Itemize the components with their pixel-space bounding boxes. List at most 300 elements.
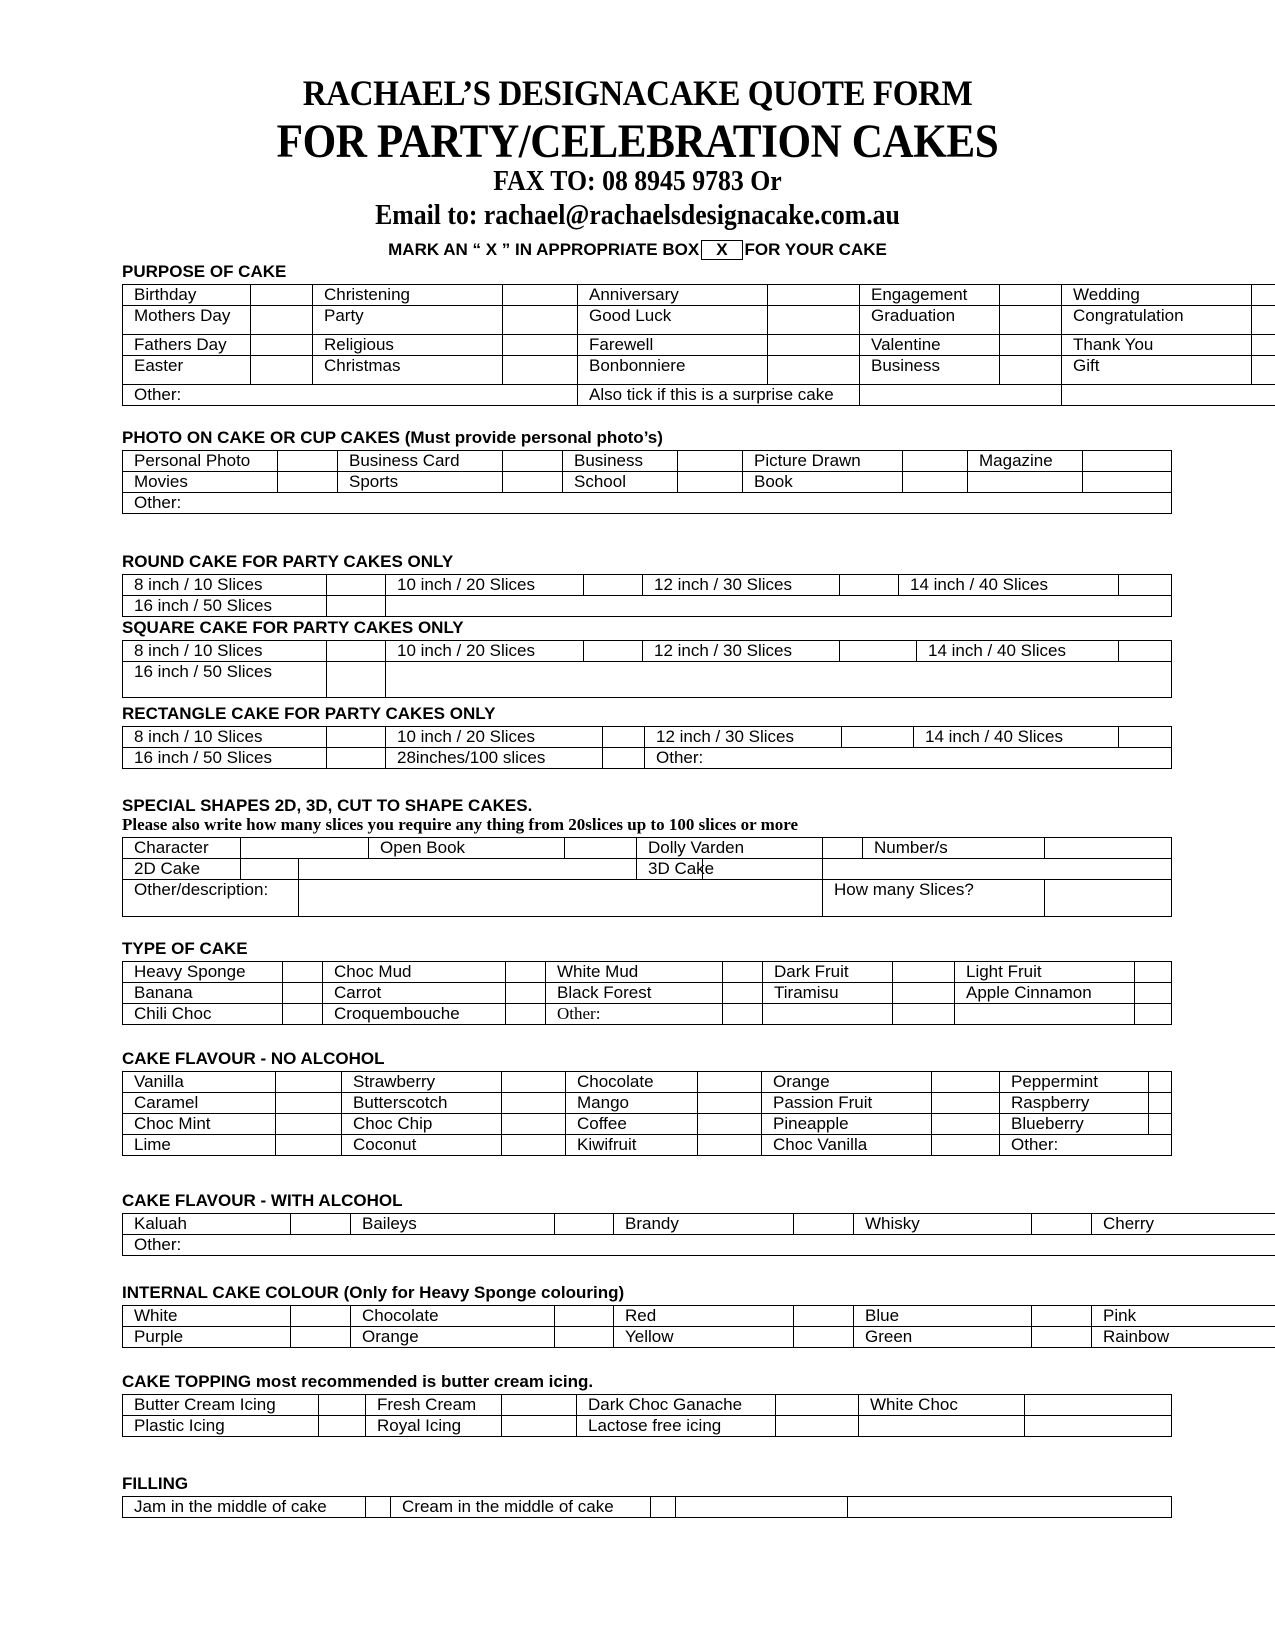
purpose-other-row	[123, 385, 1275, 406]
checkbox-square-14in[interactable]	[1119, 641, 1172, 662]
flavour-no-alcohol-table	[122, 1071, 1172, 1156]
checkbox-valentine[interactable]	[1000, 335, 1062, 356]
flavour-other-field[interactable]: Other:	[1000, 1135, 1172, 1156]
rectangle-row	[123, 748, 1172, 769]
checkbox-round-16in[interactable]	[327, 596, 386, 617]
checkbox-rect-12in[interactable]	[842, 727, 914, 748]
option-label: Caramel	[123, 1093, 276, 1114]
checkbox-dark-fruit[interactable]	[893, 962, 955, 983]
checkbox-wedding[interactable]	[1252, 285, 1275, 306]
special-table	[122, 837, 1172, 917]
checkbox-mango[interactable]	[698, 1093, 762, 1114]
option-label: Heavy Sponge	[123, 962, 283, 983]
option-label: Bonbonniere	[578, 356, 768, 385]
topping-row	[123, 1416, 1172, 1437]
option-label: 3D Cake	[637, 859, 703, 880]
round-row	[123, 575, 1172, 596]
option-label: White	[123, 1306, 291, 1327]
square-row	[123, 662, 1172, 698]
option-label: Cream in the middle of cake	[391, 1497, 651, 1518]
checkbox-party[interactable]	[503, 306, 578, 335]
option-label: Lactose free icing	[577, 1416, 776, 1437]
blank-cell	[386, 662, 1172, 698]
flavour-alcohol-heading: CAKE FLAVOUR - WITH ALCOHOL	[122, 1191, 403, 1210]
option-label: Valentine	[860, 335, 1000, 356]
option-label: Kaluah	[123, 1214, 291, 1235]
checkbox-round-8in[interactable]	[327, 575, 386, 596]
checkbox-religious[interactable]	[503, 335, 578, 356]
option-label: Choc Mud	[323, 962, 506, 983]
option-label: Raspberry	[1000, 1093, 1149, 1114]
colour-table	[122, 1305, 1275, 1348]
instruction-before: MARK AN “ X ” IN APPROPRIATE BOX	[388, 240, 700, 259]
option-label: Black Forest	[546, 983, 723, 1004]
checkbox-choc-mud[interactable]	[506, 962, 546, 983]
checkbox-butterscotch[interactable]	[502, 1093, 566, 1114]
checkbox-anniversary[interactable]	[768, 285, 860, 306]
checkbox-choc-chip[interactable]	[502, 1114, 566, 1135]
option-label: Fathers Day	[123, 335, 251, 356]
special-heading: SPECIAL SHAPES 2D, 3D, CUT TO SHAPE CAKES.	[122, 796, 533, 815]
checkbox-round-12in[interactable]	[840, 575, 899, 596]
option-label: Magazine	[968, 451, 1083, 472]
checkbox-book[interactable]	[903, 472, 968, 493]
option-label: Orange	[351, 1327, 555, 1348]
checkbox-raspberry[interactable]	[1149, 1093, 1172, 1114]
checkbox-white-mud[interactable]	[723, 962, 763, 983]
option-label: 10 inch / 20 Slices	[386, 575, 584, 596]
option-label: 12 inch / 30 Slices	[643, 641, 840, 662]
option-label: Congratulation	[1062, 306, 1252, 335]
form-title: RACHAEL’S DESIGNACAKE QUOTE FORM	[302, 73, 973, 113]
checkbox-type-other[interactable]	[723, 1004, 763, 1025]
topping-heading: CAKE TOPPING most recommended is butter cream icing.	[122, 1372, 594, 1391]
option-label: 14 inch / 40 Slices	[914, 727, 1119, 748]
round-table	[122, 574, 1172, 617]
option-label: Royal Icing	[366, 1416, 502, 1437]
purpose-row	[123, 356, 1275, 385]
photo-row	[123, 472, 1172, 493]
option-label: Fresh Cream	[366, 1395, 502, 1416]
option-label: 10 inch / 20 Slices	[386, 641, 584, 662]
checkbox-plastic-icing[interactable]	[319, 1416, 366, 1437]
checkbox-bonbonniere[interactable]	[768, 356, 860, 385]
checkbox-baileys[interactable]	[555, 1214, 614, 1235]
filling-heading: FILLING	[122, 1474, 189, 1493]
option-label: Gift	[1062, 356, 1252, 385]
checkbox-graduation[interactable]	[1000, 306, 1062, 335]
rect-other-field[interactable]: Other:	[645, 748, 1172, 769]
checkbox-brandy[interactable]	[794, 1214, 854, 1235]
option-label: 28inches/100 slices	[386, 748, 603, 769]
checkbox-choc-vanilla[interactable]	[932, 1135, 1000, 1156]
option-label: Blue	[854, 1306, 1032, 1327]
checkbox-light-fruit[interactable]	[1135, 962, 1172, 983]
filling-blank-field[interactable]	[848, 1497, 1172, 1518]
checkbox-banana[interactable]	[283, 983, 323, 1004]
checkbox-peppermint[interactable]	[1149, 1072, 1172, 1093]
option-label: Book	[743, 472, 903, 493]
checkbox-black-forest[interactable]	[723, 983, 763, 1004]
checkbox-chili-choc[interactable]	[283, 1004, 323, 1025]
alcohol-row	[123, 1214, 1275, 1235]
blank-box[interactable]	[1025, 1416, 1172, 1437]
flavour-row	[123, 1093, 1172, 1114]
checkbox-sports[interactable]	[503, 472, 563, 493]
checkbox-apple-cinnamon[interactable]	[1135, 983, 1172, 1004]
checkbox-carrot[interactable]	[506, 983, 546, 1004]
rectangle-row	[123, 727, 1172, 748]
option-label: Rainbow	[1092, 1327, 1275, 1348]
special-row	[123, 880, 1172, 917]
blank-cell	[763, 1004, 893, 1025]
checkbox-photo-business[interactable]	[678, 451, 743, 472]
checkbox-fathers-day[interactable]	[251, 335, 313, 356]
checkbox-school[interactable]	[678, 472, 743, 493]
blank-cell	[859, 1416, 1025, 1437]
option-label: 12 inch / 30 Slices	[643, 575, 840, 596]
option-label: Apple Cinnamon	[955, 983, 1135, 1004]
checkbox-good-luck[interactable]	[768, 306, 860, 335]
checkbox-open-book[interactable]	[565, 838, 637, 859]
mark-instruction	[0, 240, 1275, 260]
checkbox-choc-mint[interactable]	[276, 1114, 342, 1135]
option-label: Plastic Icing	[123, 1416, 319, 1437]
option-label: Business	[563, 451, 678, 472]
option-label: Chili Choc	[123, 1004, 283, 1025]
option-label: Dolly Varden	[637, 838, 823, 859]
option-label: 16 inch / 50 Slices	[123, 748, 327, 769]
checkbox-pineapple[interactable]	[932, 1114, 1000, 1135]
checkbox-jam-filling[interactable]	[366, 1497, 391, 1518]
checkbox-colour-chocolate[interactable]	[555, 1306, 614, 1327]
checkbox-mothers-day[interactable]	[251, 306, 313, 335]
checkbox-dolly-varden[interactable]	[823, 838, 863, 859]
option-label: Dark Choc Ganache	[577, 1395, 776, 1416]
checkbox-tiramisu[interactable]	[893, 983, 955, 1004]
topping-table	[122, 1394, 1172, 1437]
round-heading: ROUND CAKE FOR PARTY CAKES ONLY	[122, 552, 454, 571]
checkbox-round-14in[interactable]	[1119, 575, 1172, 596]
checkbox-coconut[interactable]	[502, 1135, 566, 1156]
special-row	[123, 859, 1172, 880]
checkbox-colour-orange[interactable]	[555, 1327, 614, 1348]
option-label: Movies	[123, 472, 278, 493]
option-label: Business Card	[338, 451, 503, 472]
checkbox-cream-filling[interactable]	[651, 1497, 676, 1518]
option-label: Choc Chip	[342, 1114, 502, 1135]
option-label: Whisky	[854, 1214, 1032, 1235]
other-description-label: Other/description:	[123, 880, 299, 917]
option-label: Red	[614, 1306, 794, 1327]
email-line: Email to: rachael@rachaelsdesignacake.com.au	[375, 200, 900, 231]
round-row	[123, 596, 1172, 617]
flavour-row	[123, 1072, 1172, 1093]
option-label: Banana	[123, 983, 283, 1004]
filling-row	[123, 1497, 1172, 1518]
checkbox-caramel[interactable]	[276, 1093, 342, 1114]
alcohol-other-row	[123, 1235, 1275, 1256]
checkbox-dark-choc-ganache[interactable]	[776, 1395, 859, 1416]
type-other-field[interactable]: Other:	[546, 1004, 723, 1025]
flavour-row	[123, 1135, 1172, 1156]
option-label: White Choc	[859, 1395, 1025, 1416]
option-label: Party	[313, 306, 503, 335]
checkbox-yellow[interactable]	[794, 1327, 854, 1348]
blank-box[interactable]	[893, 1004, 955, 1025]
blank-cell	[1062, 385, 1275, 406]
checkbox-green[interactable]	[1032, 1327, 1092, 1348]
checkbox-croquembouche[interactable]	[506, 1004, 546, 1025]
photo-row	[123, 451, 1172, 472]
option-label: Chocolate	[566, 1072, 698, 1093]
checkbox-birthday[interactable]	[251, 285, 313, 306]
checkbox-congratulation[interactable]	[1252, 306, 1275, 335]
example-mark-box: X	[701, 240, 742, 260]
checkbox-2d-cake[interactable]	[241, 859, 299, 880]
photo-other-row	[123, 493, 1172, 514]
photo-table	[122, 450, 1172, 514]
photo-heading: PHOTO ON CAKE OR CUP CAKES (Must provide personal photo’s)	[122, 428, 663, 447]
option-label: Passion Fruit	[762, 1093, 932, 1114]
checkbox-business-card[interactable]	[503, 451, 563, 472]
colour-row	[123, 1327, 1275, 1348]
type-row	[123, 1004, 1172, 1025]
option-label: Christening	[313, 285, 503, 306]
option-label: Religious	[313, 335, 503, 356]
checkbox-rect-8in[interactable]	[327, 727, 386, 748]
checkbox-white-choc[interactable]	[1025, 1395, 1172, 1416]
option-label: Graduation	[860, 306, 1000, 335]
checkbox-christmas[interactable]	[503, 356, 578, 385]
option-label: Chocolate	[351, 1306, 555, 1327]
checkbox-rect-28in[interactable]	[603, 748, 645, 769]
checkbox-surprise[interactable]	[860, 385, 1062, 406]
filling-table	[122, 1496, 1172, 1518]
checkbox-movies[interactable]	[278, 472, 338, 493]
option-label: 8 inch / 10 Slices	[123, 575, 327, 596]
option-label: Sports	[338, 472, 503, 493]
special-row	[123, 838, 1172, 859]
2d-cake-detail-field[interactable]	[299, 859, 637, 880]
rectangle-table	[122, 726, 1172, 769]
instruction-after: FOR YOUR CAKE	[744, 240, 887, 259]
option-label: Dark Fruit	[763, 962, 893, 983]
option-label: Orange	[762, 1072, 932, 1093]
checkbox-lime[interactable]	[276, 1135, 342, 1156]
checkbox-rect-14in[interactable]	[1119, 727, 1172, 748]
3d-cake-detail-field[interactable]	[823, 859, 1172, 880]
option-label: Character	[123, 838, 241, 859]
checkbox-rect-10in[interactable]	[603, 727, 645, 748]
option-label: Open Book	[369, 838, 565, 859]
checkbox-character[interactable]	[241, 838, 369, 859]
checkbox-vanilla[interactable]	[276, 1072, 342, 1093]
topping-row	[123, 1395, 1172, 1416]
checkbox-strawberry[interactable]	[502, 1072, 566, 1093]
option-label: Mothers Day	[123, 306, 251, 335]
option-label: 16 inch / 50 Slices	[123, 662, 327, 698]
option-label: 2D Cake	[123, 859, 241, 880]
option-label: Number/s	[863, 838, 1045, 859]
purpose-row	[123, 306, 1275, 335]
square-heading: SQUARE CAKE FOR PARTY CAKES ONLY	[122, 618, 464, 637]
blank-cell	[955, 1004, 1135, 1025]
type-table	[122, 961, 1172, 1025]
checkbox-red[interactable]	[794, 1306, 854, 1327]
how-many-slices-field[interactable]	[1045, 880, 1172, 917]
option-label: Butterscotch	[342, 1093, 502, 1114]
checkbox-heavy-sponge[interactable]	[283, 962, 323, 983]
alcohol-other-field[interactable]: Other:	[123, 1235, 1275, 1256]
option-label: Wedding	[1062, 285, 1252, 306]
option-label: Baileys	[351, 1214, 555, 1235]
option-label: Butter Cream Icing	[123, 1395, 319, 1416]
square-table	[122, 640, 1172, 698]
option-label: Business	[860, 356, 1000, 385]
option-label: Green	[854, 1327, 1032, 1348]
option-label: 8 inch / 10 Slices	[123, 641, 327, 662]
option-label: Engagement	[860, 285, 1000, 306]
flavour-alcohol-table	[122, 1213, 1275, 1256]
option-label: Brandy	[614, 1214, 794, 1235]
option-label: Kiwifruit	[566, 1135, 698, 1156]
option-label: Birthday	[123, 285, 251, 306]
option-label: 16 inch / 50 Slices	[123, 596, 327, 617]
checkbox-easter[interactable]	[251, 356, 313, 385]
surprise-label: Also tick if this is a surprise cake	[578, 385, 860, 406]
option-label: 10 inch / 20 Slices	[386, 727, 603, 748]
option-label: Picture Drawn	[743, 451, 903, 472]
purpose-row	[123, 285, 1275, 306]
checkbox-rect-16in[interactable]	[327, 748, 386, 769]
option-label: Vanilla	[123, 1072, 276, 1093]
option-label: Lime	[123, 1135, 276, 1156]
checkbox-purple[interactable]	[291, 1327, 351, 1348]
checkbox-magazine[interactable]	[1083, 451, 1172, 472]
option-label: Peppermint	[1000, 1072, 1149, 1093]
blank-cell	[968, 472, 1083, 493]
checkbox-chocolate[interactable]	[698, 1072, 762, 1093]
option-label: Jam in the middle of cake	[123, 1497, 366, 1518]
checkbox-orange[interactable]	[932, 1072, 1000, 1093]
special-note: Please also write how many slices you require any thing from 20slices up to 100 slices or more	[122, 815, 799, 834]
option-label: Pink	[1092, 1306, 1275, 1327]
filling-blank-field[interactable]	[676, 1497, 848, 1518]
checkbox-royal-icing[interactable]	[502, 1416, 577, 1437]
checkbox-square-8in[interactable]	[327, 641, 386, 662]
how-many-slices-label: How many Slices?	[823, 880, 1045, 917]
option-label: Strawberry	[342, 1072, 502, 1093]
checkbox-3d-cake[interactable]	[703, 859, 823, 880]
checkbox-whisky[interactable]	[1032, 1214, 1092, 1235]
form-subtitle: FOR PARTY/CELEBRATION CAKES	[276, 115, 999, 168]
checkbox-business[interactable]	[1000, 356, 1062, 385]
blank-cell	[386, 596, 1172, 617]
purpose-other-field[interactable]: Other:	[123, 385, 578, 406]
type-row	[123, 983, 1172, 1004]
option-label: 14 inch / 40 Slices	[899, 575, 1119, 596]
checkbox-fresh-cream[interactable]	[502, 1395, 577, 1416]
checkbox-butter-cream[interactable]	[319, 1395, 366, 1416]
purpose-table	[122, 284, 1275, 406]
option-label: Tiramisu	[763, 983, 893, 1004]
checkbox-kiwifruit[interactable]	[698, 1135, 762, 1156]
checkbox-square-16in[interactable]	[327, 662, 386, 698]
checkbox-farewell[interactable]	[768, 335, 860, 356]
flavour-no-alcohol-heading: CAKE FLAVOUR - NO ALCOHOL	[122, 1049, 385, 1068]
option-label: School	[563, 472, 678, 493]
option-label: Christmas	[313, 356, 503, 385]
checkbox-picture-drawn[interactable]	[903, 451, 968, 472]
checkbox-christening[interactable]	[503, 285, 578, 306]
option-label: Carrot	[323, 983, 506, 1004]
checkbox-square-10in[interactable]	[584, 641, 643, 662]
option-label: Easter	[123, 356, 251, 385]
rectangle-heading: RECTANGLE CAKE FOR PARTY CAKES ONLY	[122, 704, 496, 723]
option-label: Farewell	[578, 335, 768, 356]
checkbox-lactose-free[interactable]	[776, 1416, 859, 1437]
option-label: Coconut	[342, 1135, 502, 1156]
square-row	[123, 641, 1172, 662]
checkbox-numbers[interactable]	[1045, 838, 1172, 859]
option-label: Pineapple	[762, 1114, 932, 1135]
type-heading: TYPE OF CAKE	[122, 939, 248, 958]
purpose-row	[123, 335, 1275, 356]
colour-heading: INTERNAL CAKE COLOUR (Only for Heavy Sponge colouring)	[122, 1283, 625, 1302]
checkbox-square-12in[interactable]	[840, 641, 917, 662]
option-label: Light Fruit	[955, 962, 1135, 983]
checkbox-personal-photo[interactable]	[278, 451, 338, 472]
option-label: Choc Vanilla	[762, 1135, 932, 1156]
blank-box[interactable]	[1135, 1004, 1172, 1025]
option-label: 8 inch / 10 Slices	[123, 727, 327, 748]
checkbox-passion-fruit[interactable]	[932, 1093, 1000, 1114]
fax-line: FAX TO: 08 8945 9783 Or	[493, 166, 782, 197]
type-row	[123, 962, 1172, 983]
photo-other-field[interactable]: Other:	[123, 493, 1172, 514]
flavour-row	[123, 1114, 1172, 1135]
option-label: Coffee	[566, 1114, 698, 1135]
option-label: Yellow	[614, 1327, 794, 1348]
checkbox-gift[interactable]	[1252, 356, 1275, 385]
checkbox-engagement[interactable]	[1000, 285, 1062, 306]
option-label: Cherry	[1092, 1214, 1275, 1235]
option-label: Good Luck	[578, 306, 768, 335]
option-label: Choc Mint	[123, 1114, 276, 1135]
option-label: Thank You	[1062, 335, 1252, 356]
checkbox-coffee[interactable]	[698, 1114, 762, 1135]
option-label: 12 inch / 30 Slices	[645, 727, 842, 748]
checkbox-white[interactable]	[291, 1306, 351, 1327]
checkbox-blueberry[interactable]	[1149, 1114, 1172, 1135]
checkbox-blue[interactable]	[1032, 1306, 1092, 1327]
option-label: Croquembouche	[323, 1004, 506, 1025]
option-label: White Mud	[546, 962, 723, 983]
option-label: Anniversary	[578, 285, 768, 306]
option-label: Personal Photo	[123, 451, 278, 472]
checkbox-kaluah[interactable]	[291, 1214, 351, 1235]
checkbox-round-10in[interactable]	[584, 575, 643, 596]
checkbox-thank-you[interactable]	[1252, 335, 1275, 356]
option-label: 14 inch / 40 Slices	[917, 641, 1119, 662]
option-label: Purple	[123, 1327, 291, 1348]
option-label: Mango	[566, 1093, 698, 1114]
other-description-field[interactable]	[299, 880, 823, 917]
purpose-heading: PURPOSE OF CAKE	[122, 262, 287, 281]
blank-box[interactable]	[1083, 472, 1172, 493]
colour-row	[123, 1306, 1275, 1327]
